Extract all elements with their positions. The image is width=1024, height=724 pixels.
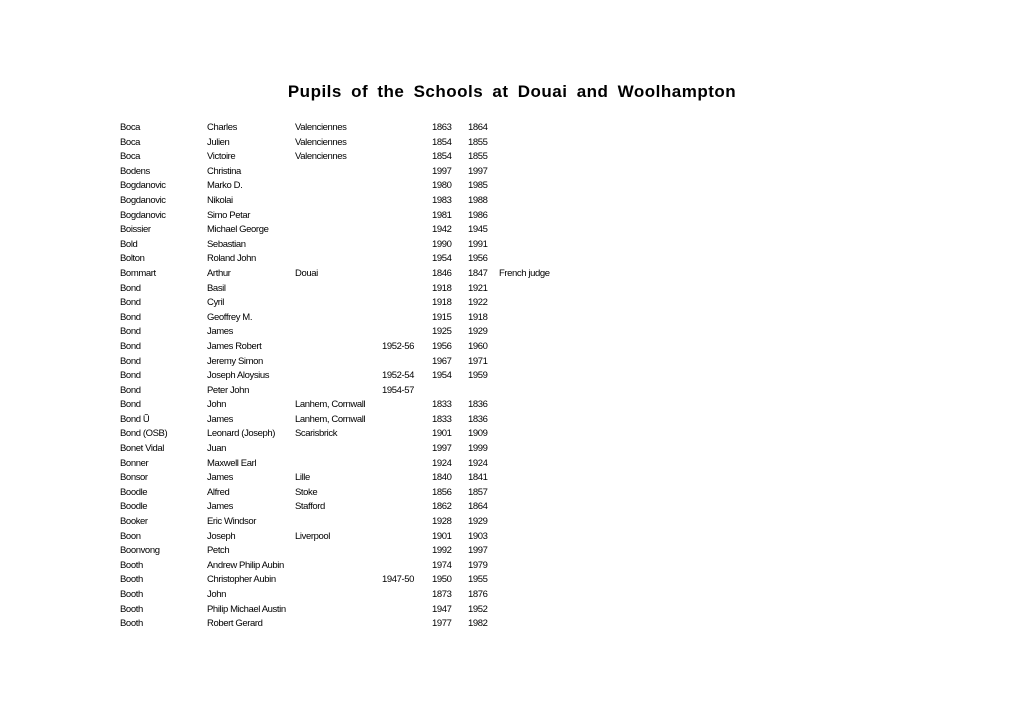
forename-cell: Christina bbox=[207, 165, 241, 177]
exit-year-cell: 1960 bbox=[468, 340, 488, 352]
place-cell: Stoke bbox=[295, 486, 318, 498]
exit-year-cell: 1864 bbox=[468, 122, 488, 133]
entry-year-cell: 1977 bbox=[432, 618, 452, 630]
entry-year-cell: 1956 bbox=[432, 340, 452, 352]
forename-cell: Peter John bbox=[207, 384, 249, 396]
entry-year-cell: 1924 bbox=[432, 457, 452, 469]
forename-cell: Petch bbox=[207, 545, 230, 557]
exit-year-cell: 1836 bbox=[468, 413, 488, 425]
entry-year-cell: 1974 bbox=[432, 559, 452, 571]
surname-cell: Booth bbox=[120, 603, 143, 615]
surname-cell: Boon bbox=[120, 530, 141, 542]
entry-year-cell: 1950 bbox=[432, 574, 452, 586]
forename-cell: Robert Gerard bbox=[207, 618, 263, 630]
forename-cell: Charles bbox=[207, 122, 237, 133]
surname-cell: Bogdanovic bbox=[120, 180, 166, 192]
exit-year-cell: 1985 bbox=[468, 180, 488, 192]
exit-year-cell: 1876 bbox=[468, 589, 488, 600]
surname-cell: Bolton bbox=[120, 253, 145, 265]
forename-cell: Julien bbox=[207, 136, 230, 148]
entry-year-cell: 1942 bbox=[432, 224, 452, 236]
forename-cell: Andrew Philip Aubin bbox=[207, 559, 284, 571]
entry-year-cell: 1856 bbox=[432, 486, 452, 498]
exit-year-cell: 1855 bbox=[468, 136, 488, 148]
forename-cell: Maxwell Earl bbox=[207, 457, 257, 469]
surname-cell: Bond bbox=[120, 370, 141, 382]
exit-year-cell: 1986 bbox=[468, 209, 488, 221]
forename-cell: Basil bbox=[207, 282, 226, 294]
surname-cell: Bond bbox=[120, 297, 141, 309]
place-cell: Stafford bbox=[295, 501, 325, 513]
surname-cell: Bonner bbox=[120, 457, 149, 469]
exit-year-cell: 1857 bbox=[468, 486, 488, 498]
forename-cell: Alfred bbox=[207, 486, 230, 498]
forename-cell: Arthur bbox=[207, 267, 231, 279]
forename-cell: John bbox=[207, 399, 227, 411]
exit-year-cell: 1836 bbox=[468, 399, 488, 411]
surname-cell: Bond Ũ bbox=[120, 413, 150, 425]
exit-year-cell: 1997 bbox=[468, 545, 488, 557]
entry-year-cell: 1873 bbox=[432, 589, 452, 600]
entry-year-cell: 1981 bbox=[432, 209, 452, 221]
forename-cell: James bbox=[207, 326, 233, 338]
surname-cell: Booth bbox=[120, 574, 143, 586]
entry-year-cell: 1862 bbox=[432, 501, 452, 513]
exit-year-cell: 1971 bbox=[468, 355, 488, 367]
entry-year-cell: 1990 bbox=[432, 238, 452, 250]
exit-year-cell: 1922 bbox=[468, 297, 488, 309]
surname-cell: Bond bbox=[120, 399, 141, 411]
surname-cell: Bond bbox=[120, 340, 141, 352]
surname-cell: Boissier bbox=[120, 224, 151, 236]
exit-year-cell: 1855 bbox=[468, 151, 488, 163]
place-cell: Douai bbox=[295, 267, 318, 279]
entry-year-cell: 1915 bbox=[432, 311, 452, 323]
surname-cell: Bonet Vidal bbox=[120, 443, 165, 455]
exit-year-cell: 1988 bbox=[468, 194, 488, 206]
entry-year-cell: 1840 bbox=[432, 472, 452, 484]
exit-year-cell: 1903 bbox=[468, 530, 488, 542]
forename-cell: Philip Michael Austin bbox=[207, 603, 286, 615]
entry-year-cell: 1925 bbox=[432, 326, 452, 338]
surname-cell: Bond bbox=[120, 326, 141, 338]
surname-cell: Booth bbox=[120, 589, 143, 600]
exit-year-cell: 1918 bbox=[468, 311, 488, 323]
place-cell: Valenciennes bbox=[295, 122, 347, 133]
forename-cell: Joseph bbox=[207, 530, 236, 542]
forename-cell: Marko D. bbox=[207, 180, 243, 192]
entry-year-cell: 1901 bbox=[432, 428, 452, 440]
surname-cell: Bond bbox=[120, 282, 141, 294]
surname-cell: Bogdanovic bbox=[120, 194, 166, 206]
surname-cell: Bommart bbox=[120, 267, 156, 279]
place-cell: Lille bbox=[295, 472, 310, 484]
entry-year-cell: 1997 bbox=[432, 443, 452, 455]
forename-cell: James Robert bbox=[207, 340, 262, 352]
entry-year-cell: 1854 bbox=[432, 136, 452, 148]
entry-year-cell: 1983 bbox=[432, 194, 452, 206]
surname-cell: Boodle bbox=[120, 501, 148, 513]
forename-cell: James bbox=[207, 501, 233, 513]
exit-year-cell: 1982 bbox=[468, 618, 488, 630]
forename-cell: Victoire bbox=[207, 151, 236, 163]
exit-year-cell: 1864 bbox=[468, 501, 488, 513]
exit-year-cell: 1921 bbox=[468, 282, 488, 294]
forename-cell: Christopher Aubin bbox=[207, 574, 276, 586]
forename-cell: James bbox=[207, 413, 233, 425]
note-cell: French judge bbox=[499, 267, 550, 279]
forename-cell: Nikolai bbox=[207, 194, 233, 206]
exit-year-cell: 1997 bbox=[468, 165, 488, 177]
forename-cell: Jeremy Simon bbox=[207, 355, 263, 367]
forename-cell: James bbox=[207, 472, 233, 484]
entry-year-cell: 1863 bbox=[432, 122, 452, 133]
entry-year-cell: 1901 bbox=[432, 530, 452, 542]
forename-cell: Leonard (Joseph) bbox=[207, 428, 276, 440]
exit-year-cell: 1847 bbox=[468, 267, 488, 279]
surname-cell: Bond bbox=[120, 355, 141, 367]
place-cell: Valenciennes bbox=[295, 151, 347, 163]
surname-cell: Boca bbox=[120, 122, 141, 133]
entry-year-cell: 1954 bbox=[432, 253, 452, 265]
entry-year-cell: 1918 bbox=[432, 282, 452, 294]
entry-year-cell: 1854 bbox=[432, 151, 452, 163]
exit-year-cell: 1991 bbox=[468, 238, 488, 250]
entry-year-cell: 1928 bbox=[432, 516, 452, 528]
entry-year-cell: 1833 bbox=[432, 413, 452, 425]
surname-cell: Booth bbox=[120, 618, 143, 630]
exit-year-cell: 1959 bbox=[468, 370, 488, 382]
prep-years-cell: 1952-54 bbox=[382, 370, 415, 382]
entry-year-cell: 1967 bbox=[432, 355, 452, 367]
place-cell: Liverpool bbox=[295, 530, 330, 542]
exit-year-cell: 1999 bbox=[468, 443, 488, 455]
exit-year-cell: 1909 bbox=[468, 428, 488, 440]
forename-cell: Michael George bbox=[207, 224, 269, 236]
entry-year-cell: 1954 bbox=[432, 370, 452, 382]
prep-years-cell: 1954-57 bbox=[382, 384, 415, 396]
prep-years-cell: 1952-56 bbox=[382, 340, 415, 352]
forename-cell: Eric Windsor bbox=[207, 516, 257, 528]
forename-cell: Sebastian bbox=[207, 238, 246, 250]
surname-cell: Boonvong bbox=[120, 545, 160, 557]
exit-year-cell: 1979 bbox=[468, 559, 488, 571]
surname-cell: Bond (OSB) bbox=[120, 428, 168, 440]
exit-year-cell: 1956 bbox=[468, 253, 488, 265]
place-cell: Lanhem, Cornwall bbox=[295, 399, 366, 411]
entry-year-cell: 1992 bbox=[432, 545, 452, 557]
exit-year-cell: 1924 bbox=[468, 457, 488, 469]
exit-year-cell: 1929 bbox=[468, 326, 488, 338]
forename-cell: Simo Petar bbox=[207, 209, 250, 221]
surname-cell: Bond bbox=[120, 384, 141, 396]
place-cell: Lanhem, Cornwall bbox=[295, 413, 366, 425]
entry-year-cell: 1997 bbox=[432, 165, 452, 177]
surname-cell: Booth bbox=[120, 559, 143, 571]
surname-cell: Bonsor bbox=[120, 472, 148, 484]
prep-years-cell: 1947-50 bbox=[382, 574, 415, 586]
surname-cell: Booker bbox=[120, 516, 148, 528]
page-title: Pupils of the Schools at Douai and Woolhampton bbox=[287, 82, 737, 101]
entry-year-cell: 1846 bbox=[432, 267, 452, 279]
surname-cell: Boca bbox=[120, 136, 141, 148]
surname-cell: Bond bbox=[120, 311, 141, 323]
surname-cell: Boodle bbox=[120, 486, 148, 498]
surname-cell: Bodens bbox=[120, 165, 150, 177]
exit-year-cell: 1929 bbox=[468, 516, 488, 528]
surname-cell: Bogdanovic bbox=[120, 209, 166, 221]
exit-year-cell: 1952 bbox=[468, 603, 488, 615]
surname-cell: Boca bbox=[120, 151, 141, 163]
forename-cell: Joseph Aloysius bbox=[207, 370, 270, 382]
place-cell: Scarisbrick bbox=[295, 428, 338, 440]
forename-cell: Geoffrey M. bbox=[207, 311, 253, 323]
exit-year-cell: 1945 bbox=[468, 224, 488, 236]
surname-cell: Bold bbox=[120, 238, 138, 250]
entry-year-cell: 1833 bbox=[432, 399, 452, 411]
entry-year-cell: 1947 bbox=[432, 603, 452, 615]
forename-cell: Juan bbox=[207, 443, 227, 455]
entry-year-cell: 1980 bbox=[432, 180, 452, 192]
forename-cell: John bbox=[207, 589, 227, 600]
exit-year-cell: 1841 bbox=[468, 472, 488, 484]
forename-cell: Cyril bbox=[207, 297, 224, 309]
exit-year-cell: 1955 bbox=[468, 574, 488, 586]
entry-year-cell: 1918 bbox=[432, 297, 452, 309]
place-cell: Valenciennes bbox=[295, 136, 347, 148]
forename-cell: Roland John bbox=[207, 253, 256, 265]
